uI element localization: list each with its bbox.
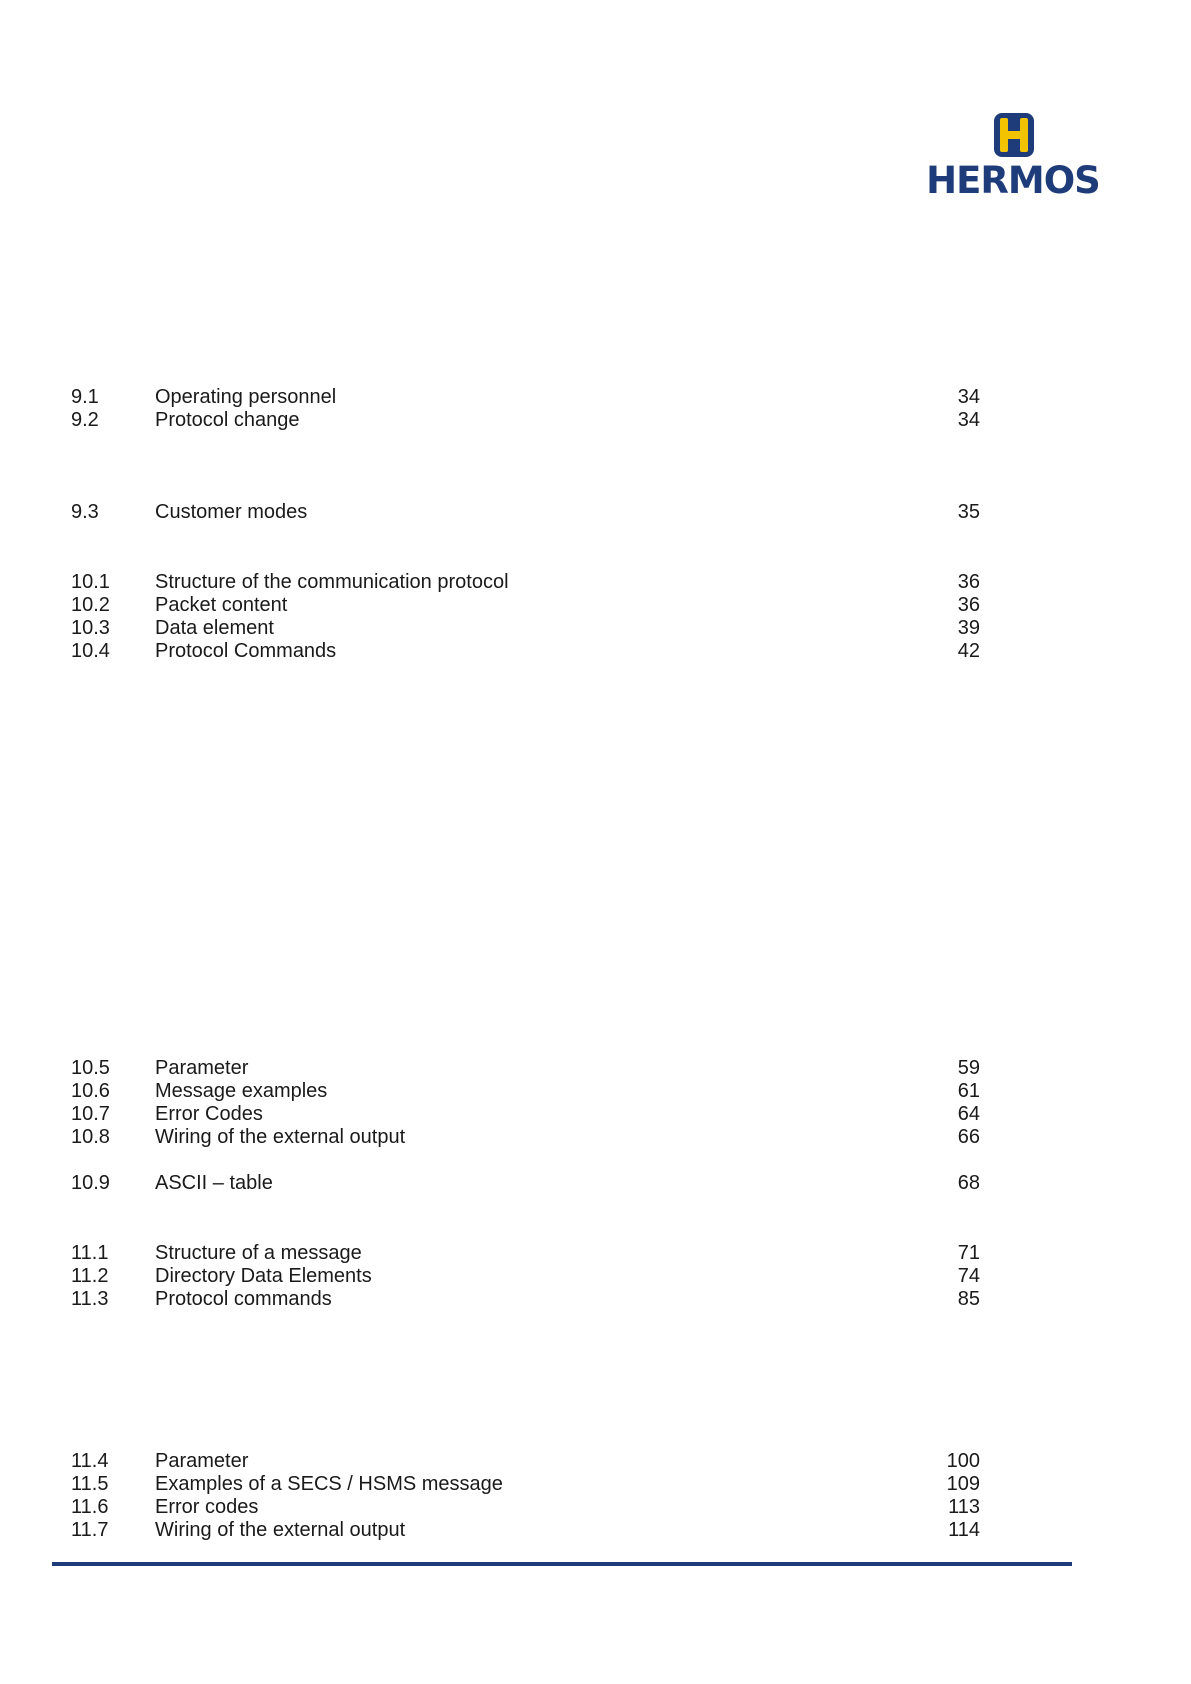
toc-title: Error Codes [155,1103,263,1125]
toc-page: 100 [946,1450,980,1472]
toc-number: 10.2 [71,594,110,616]
toc-number: 10.3 [71,617,110,639]
footer-divider [52,1562,1072,1566]
toc-page: 74 [957,1265,980,1287]
toc-title: Protocol Commands [155,640,337,662]
toc-page: 34 [957,409,980,431]
toc-entry-9-2[interactable] [0,409,1191,432]
toc-page: 64 [957,1103,980,1125]
toc-page: 42 [957,640,980,662]
toc-number: 10.8 [71,1126,110,1148]
toc-number: 11.7 [71,1519,109,1541]
toc-title: Protocol change [155,409,300,431]
toc-entry-10-5[interactable] [0,1057,1191,1080]
toc-title: Message examples [155,1080,328,1102]
toc-number: 10.6 [71,1080,110,1102]
toc-title: Data element [155,617,274,639]
toc-entry-10-7[interactable] [0,1103,1191,1126]
toc-title: Parameter [155,1450,249,1472]
toc-page: 59 [957,1057,980,1079]
toc-entry-11-4[interactable] [0,1450,1191,1473]
toc-title: Structure of the communication protocol [155,571,509,593]
toc-title: Directory Data Elements [155,1265,372,1287]
toc-number: 9.2 [71,409,99,431]
toc-number: 11.6 [71,1496,109,1518]
logo-wordmark: HERMOS [926,159,1100,202]
toc-page: 35 [957,501,980,523]
toc-title: Wiring of the external output [155,1519,406,1541]
toc-number: 9.1 [71,386,99,408]
toc-entry-10-3[interactable] [0,617,1191,640]
toc-number: 9.3 [71,501,99,523]
toc-number: 10.1 [71,571,110,593]
toc-page: 36 [957,594,980,616]
toc-number: 10.9 [71,1172,110,1194]
hermos-logo [918,108,1108,208]
toc-title: ASCII – table [155,1172,273,1194]
toc-page: 61 [957,1080,980,1102]
toc-entry-10-2[interactable] [0,594,1191,617]
toc-entry-9-3[interactable] [0,501,1191,524]
toc-number: 10.7 [71,1103,110,1125]
toc-title: Packet content [155,594,288,616]
toc-page: 85 [957,1288,980,1310]
toc-number: 11.4 [71,1450,109,1472]
toc-number: 10.5 [71,1057,110,1079]
toc-number: 10.4 [71,640,110,662]
toc-entry-10-9[interactable] [0,1172,1191,1195]
toc-entry-10-1[interactable] [0,571,1191,594]
toc-title: Examples of a SECS / HSMS message [155,1473,503,1495]
toc-entry-11-3[interactable] [0,1288,1191,1311]
toc-page: 36 [957,571,980,593]
toc-page: 109 [946,1473,980,1495]
toc-number: 11.3 [71,1288,109,1310]
toc-page: 39 [957,617,980,639]
toc-entry-11-2[interactable] [0,1265,1191,1288]
hermos-h-icon [994,113,1034,157]
toc-page: 34 [957,386,980,408]
toc-title: Protocol commands [155,1288,332,1310]
toc-title: Customer modes [155,501,308,523]
toc-number: 11.5 [71,1473,109,1495]
toc-title: Operating personnel [155,386,337,408]
toc-title: Error codes [155,1496,259,1518]
toc-entry-11-5[interactable] [0,1473,1191,1496]
toc-title: Structure of a message [155,1242,362,1264]
toc-title: Wiring of the external output [155,1126,406,1148]
toc-entry-10-6[interactable] [0,1080,1191,1103]
toc-title: Parameter [155,1057,249,1079]
toc-page: 68 [957,1172,980,1194]
toc-page: 66 [957,1126,980,1148]
toc-number: 11.1 [71,1242,109,1264]
toc-number: 11.2 [71,1265,109,1287]
toc-entry-11-7[interactable] [0,1519,1191,1542]
toc-entry-10-8[interactable] [0,1126,1191,1149]
toc-page: 113 [948,1496,980,1518]
toc-entry-11-1[interactable] [0,1242,1191,1265]
toc-entry-10-4[interactable] [0,640,1191,663]
toc-page: 71 [957,1242,980,1264]
toc-entry-11-6[interactable] [0,1496,1191,1519]
toc-page: 114 [948,1519,980,1541]
toc-entry-9-1[interactable] [0,386,1191,409]
